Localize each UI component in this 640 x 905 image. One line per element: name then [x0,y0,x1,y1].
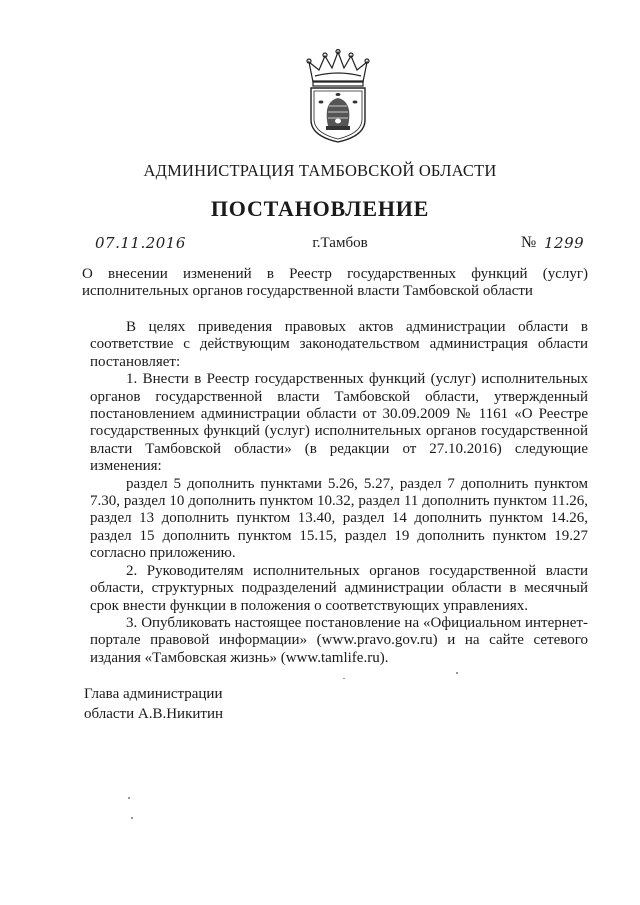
document-type-title: ПОСТАНОВЛЕНИЕ [210,196,430,221]
document-number: 1299 [544,234,585,252]
signatory-name: области А.В.Никитин [84,706,224,722]
number-label: № [521,234,537,251]
item-2: 2. Руководителям исполнительных органов государственной власти области, структурных подразделений администрации области в месячный срок внести функции в положения о соответствующих управлениях. [90,562,588,614]
scan-speck [343,678,345,679]
item-1-detail: раздел 5 дополнить пунктами 5.26, 5.27, раздел 7 дополнить пунктом 7.30, раздел 10 дополнить пунктом 10.32, раздел 11 дополнить пунктом 11.26, раздел 13 дополнить пунктом 13.40, раздел 14 дополнить пунктом 14.26, раздел 15 дополнить пунктом 15.15, раздел 19 дополнить пунктом 19.27 согласно приложению. [90,475,588,562]
signature-block [84,684,223,724]
document-city: г.Тамбов [312,235,368,251]
document-subject: О внесении изменений в Реестр государственных функций (услуг) исполнительных органов государственной власти Тамбовской области [82,266,588,299]
item-3: 3. Опубликовать настоящее постановление на «Официальном интернет-портале правовой информации» (www.pravo.gov.ru) и на сайте сетевого издания «Тамбовская жизнь» (www.tamlife.ru). [90,614,588,666]
intro-paragraph: В целях приведения правовых актов администрации области в соответствие с действующим законодательством администрация области постановляет: [90,319,588,370]
document-body [90,319,588,667]
document-date: 07.11.2016 [95,234,186,252]
scan-speck [131,817,133,819]
item-1: 1. Внести в Реестр государственных функций (услуг) исполнительных органов государственной власти Тамбовской области, утвержденный постановлением администрации области от 30.09.2009 № 1161 «О Реестре государственных функций (услуг) исполнительных органов государственной власти Тамбовской области» (в редакции от 27.10.2016) следующие изменения: [90,371,588,475]
coat-of-arms-icon [299,48,377,144]
issuing-authority: АДМИНИСТРАЦИЯ ТАМБОВСКОЙ ОБЛАСТИ [143,161,497,180]
scan-speck [456,672,458,674]
signatory-title: Глава администрации [84,686,223,702]
scan-speck [128,797,130,799]
